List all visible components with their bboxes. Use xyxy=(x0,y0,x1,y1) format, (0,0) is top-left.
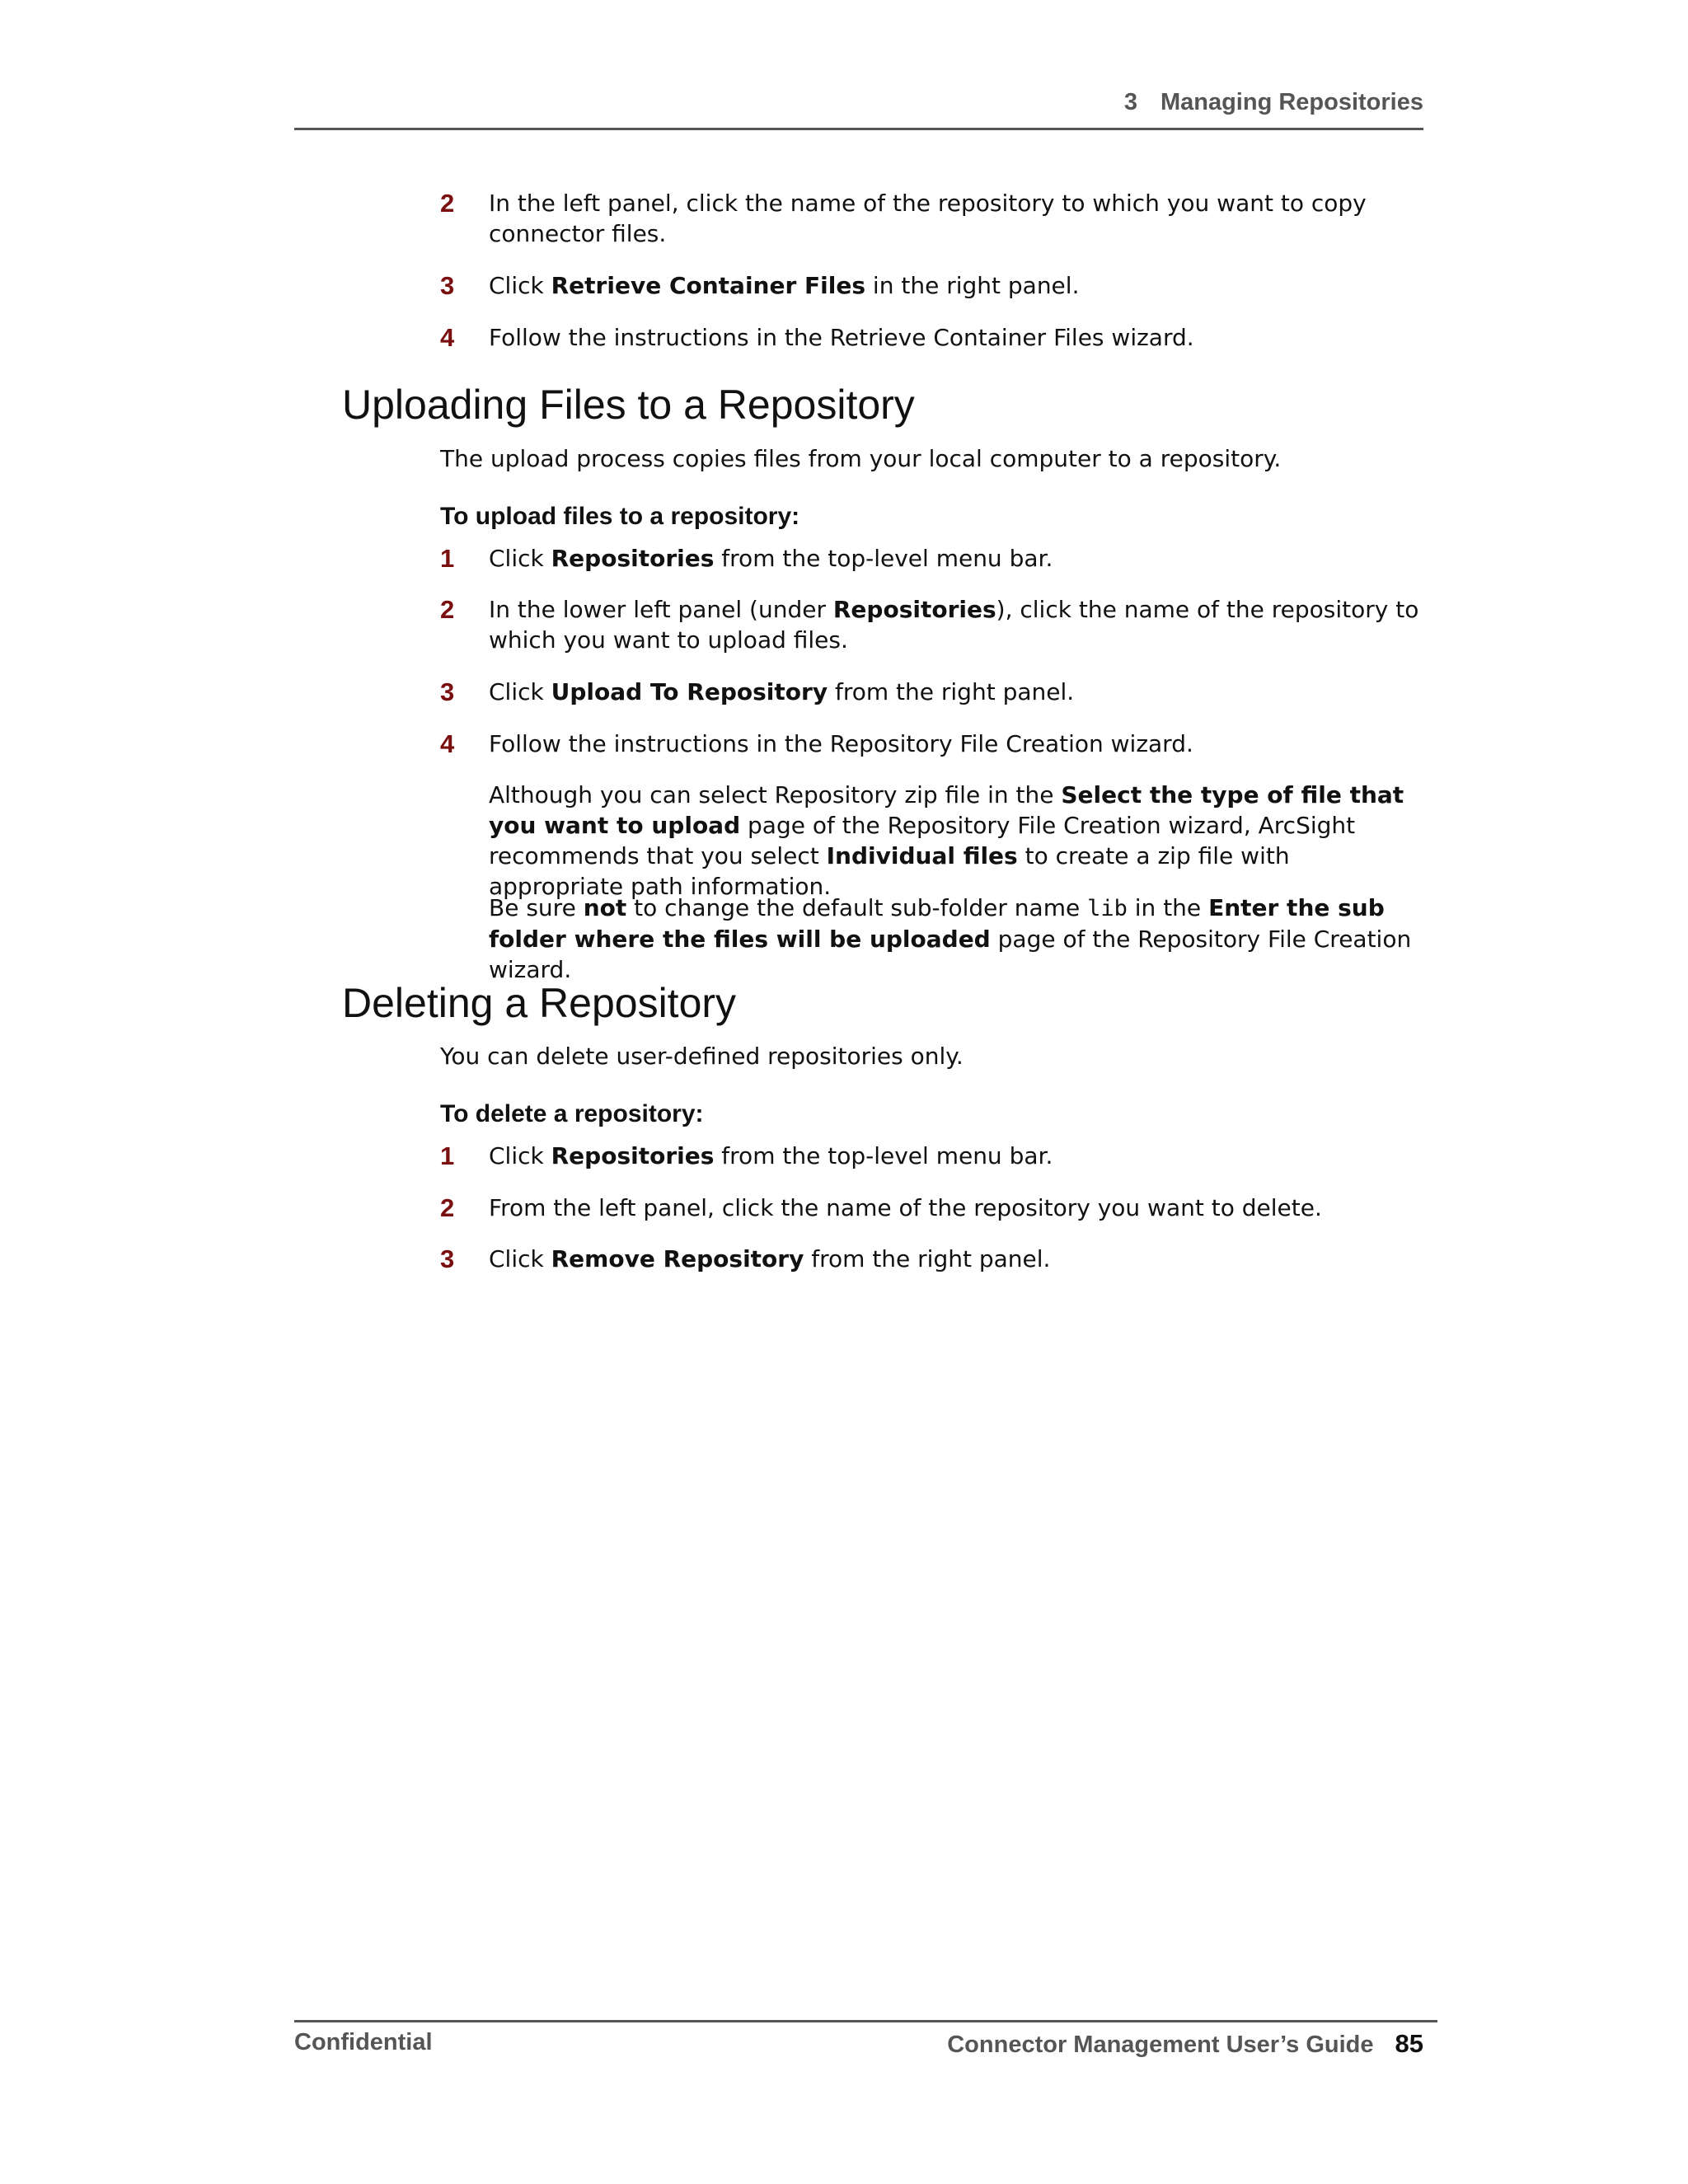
step-number: 1 xyxy=(440,544,455,573)
list-item xyxy=(440,594,1429,655)
ui-term: Select the type of file that you want to upload xyxy=(489,781,1404,839)
procedure-title: To delete a repository: xyxy=(440,1100,704,1127)
ui-term: Enter the sub folder where the files will be uploaded xyxy=(489,894,1385,953)
step-text: In the lower left panel (under Repositories), click the name of the repository to which you want to upload files. xyxy=(489,596,1419,654)
step-text: From the left panel, click the name of the repository you want to delete. xyxy=(489,1194,1322,1221)
step-number: 4 xyxy=(440,323,455,352)
list-item xyxy=(440,1193,1429,1223)
list-item xyxy=(440,729,1429,759)
footer-confidential: Confidential xyxy=(294,2029,433,2055)
section-heading: Uploading Files to a Repository xyxy=(342,382,915,428)
step-number: 2 xyxy=(440,1193,455,1222)
chapter-number: 3 xyxy=(1123,89,1137,115)
step-text: Click Remove Repository from the right panel. xyxy=(489,1245,1051,1272)
footer-rule xyxy=(294,2020,1437,2022)
step-text: In the left panel, click the name of the repository to which you want to copy connector files. xyxy=(489,190,1367,247)
step-number: 3 xyxy=(440,1244,455,1273)
step-text: Follow the instructions in the Repository File Creation wizard. xyxy=(489,730,1193,757)
ui-term: Repositories xyxy=(551,545,715,572)
section-intro: You can delete user-defined repositories only. xyxy=(440,1043,964,1070)
list-item xyxy=(440,543,1429,574)
step-number: 3 xyxy=(440,271,455,300)
step-number: 2 xyxy=(440,595,455,624)
list-item xyxy=(440,270,1429,301)
footer-right xyxy=(0,2029,1423,2059)
note-paragraph: Although you can select Repository zip file in the Select the type of file that you want to upload page of the Repository File Creation wizard, ArcSight recommends that you select Individual files to create a zip file with appropriate path information. xyxy=(489,781,1404,900)
step-text: Click Repositories from the top-level menu bar. xyxy=(489,1142,1053,1169)
ui-term: Repositories xyxy=(832,596,996,623)
running-header xyxy=(0,89,1423,116)
ui-term: Remove Repository xyxy=(551,1245,804,1272)
step-number: 2 xyxy=(440,189,455,218)
ui-term: Individual files xyxy=(826,842,1018,869)
list-item xyxy=(440,1141,1429,1171)
step-text: Click Retrieve Container Files in the right panel. xyxy=(489,272,1080,299)
list-item xyxy=(440,322,1429,353)
list-item xyxy=(440,188,1429,249)
code-term: lib xyxy=(1087,896,1128,921)
ui-term: Upload To Repository xyxy=(551,678,828,705)
ui-term: Retrieve Container Files xyxy=(551,272,866,299)
procedure-title: To upload files to a repository: xyxy=(440,503,800,530)
section-heading: Deleting a Repository xyxy=(342,980,737,1026)
step-number: 3 xyxy=(440,677,455,706)
step-number: 4 xyxy=(440,729,455,758)
page-number: 85 xyxy=(1395,2029,1423,2058)
emphasis: not xyxy=(583,894,627,921)
step-text: Click Repositories from the top-level menu bar. xyxy=(489,545,1053,572)
chapter-title: Managing Repositories xyxy=(1160,89,1423,115)
ui-term: Repositories xyxy=(551,1142,715,1169)
step-text: Click Upload To Repository from the right panel. xyxy=(489,678,1075,705)
note-paragraph: Be sure not to change the default sub-folder name lib in the Enter the sub folder where the files will be uploaded page of the Repository File Creation wizard. xyxy=(489,894,1412,983)
section-intro: The upload process copies files from your local computer to a repository. xyxy=(440,445,1282,472)
guide-title: Connector Management User’s Guide xyxy=(947,2032,1374,2058)
step-text: Follow the instructions in the Retrieve Container Files wizard. xyxy=(489,324,1194,351)
step-number: 1 xyxy=(440,1141,455,1170)
list-item xyxy=(440,1244,1429,1274)
header-rule xyxy=(294,128,1423,130)
list-item xyxy=(440,677,1429,707)
